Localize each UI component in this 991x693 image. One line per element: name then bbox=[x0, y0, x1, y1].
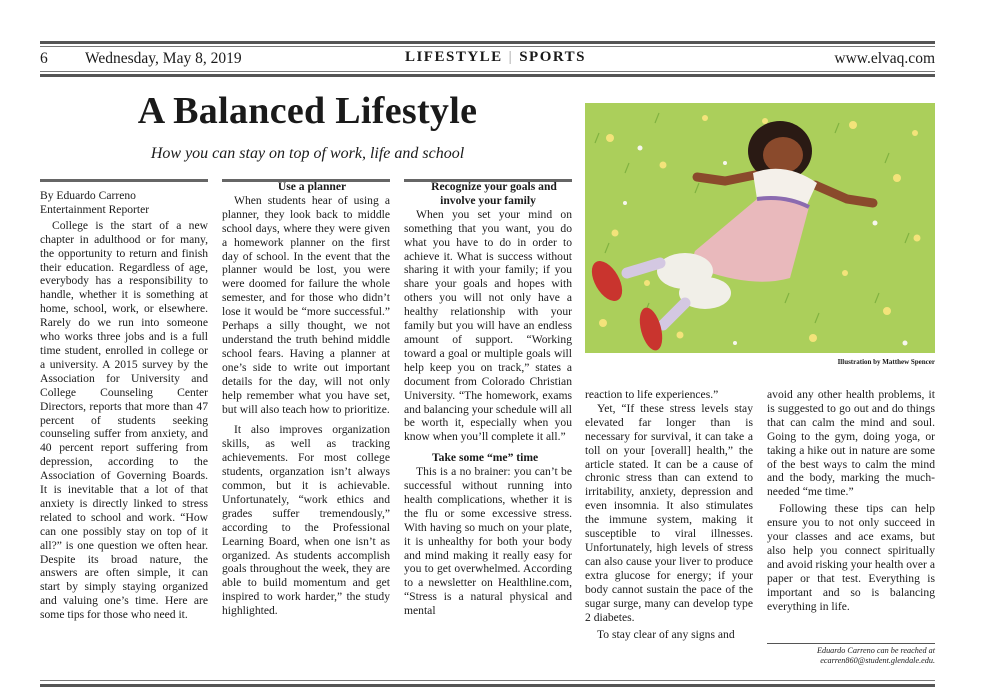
column-1 bbox=[40, 189, 208, 622]
column-4-paragraph: Yet, “If these stress levels stay elevated far longer than is necessary for survival, it can take a toll on your [overall] health,” the article stated. It can be a cause of chronic stress than can extend to irritability, anxiety, depression and even insomnia. It also stimulates the immune system, making it susceptible to viral illnesses. Unfortunately, high levels of stress can also cause your liver to produce extra glucose for energy; if your body cannot sustain the pace of the sugar surge, many can develop type 2 diabetes. bbox=[585, 401, 753, 624]
masthead-top-thin-rule bbox=[40, 46, 935, 47]
column-2-paragraph: When students hear of using a planner, they look back to middle school days, where they were given a homework planner on the first day of school. In the event that the planner would be lost, you were were doomed for failure the whole semester, and for those who didn’t lose it would be “more successful.” Perhaps a silly thought, we not understand the truth behind middle school fears. Having a planner at one’s side to write out important details for the day, will not only help remember what you have set, but will also teach how to prioritize. bbox=[222, 193, 390, 416]
footer-rule bbox=[40, 684, 935, 687]
subheading-goals: Recognize your goals and involve your family bbox=[431, 180, 557, 207]
column-1-paragraph: College is the start of a new chapter in adulthood or for many, the opportunity to return and finish their education. Regardless of age, everybody has a responsibility to handle, whether it is something at home, school, work, or elsewhere. Rarely do we run into someone who works three jobs and is a full time student, enrolled in college or a university. A 2015 survey by the Association for University and College Counseling Center Directors, reports that more than 47 percent of students seeking counseling suffer from anxiety, and 40 percent report suffering from depression, according to the Association of Governing Boards. It is inevitable that a lot of that anxiety is directly linked to stress related to school and work. “How can one possibly stay on top of it all?” is one question we often hear. Despite its broad nature, the answers are often simple, it can start by simply staying organized and valuing one’s time. Here are some tips for those who need it. bbox=[40, 218, 208, 622]
section-sports: SPORTS bbox=[519, 49, 587, 65]
column-4 bbox=[585, 388, 753, 642]
section-lifestyle: LIFESTYLE bbox=[404, 49, 503, 65]
contact-rule bbox=[767, 643, 935, 644]
masthead-bottom-rule bbox=[40, 74, 935, 77]
masthead-top-rule bbox=[40, 41, 935, 44]
girl-face bbox=[763, 137, 803, 173]
byline-name: By Eduardo Carreno bbox=[40, 189, 136, 202]
author-contact bbox=[767, 646, 935, 666]
column-5 bbox=[767, 388, 935, 614]
illustration-credit: Illustration by Matthew Spencer bbox=[837, 358, 935, 366]
column-2 bbox=[222, 180, 390, 618]
contact-email: ecarren860@student.glendale.edu. bbox=[820, 656, 935, 665]
masthead-bottom-thin-rule bbox=[40, 71, 935, 72]
article-headline: A Balanced Lifestyle bbox=[137, 90, 478, 132]
column-3-paragraph: This is a no brainer: you can’t be successful without running into health complications, whether it is the flu or some excessive stress. With having so much on your plate, it is unhealthy for both your body and mind making it really easy for you to get overwhelmed. According to a newsletter on Healthline.com, “Stress is a natural physical and mental bbox=[404, 465, 572, 618]
column-5-paragraph: Following these tips can help ensure you to not only succeed in your classes and ace exams, but also help you connect spiritually and avoid risking your health over a paper or that test. Everything is important and so is balancing everything in life. bbox=[767, 502, 935, 613]
footer-thin-rule bbox=[40, 680, 935, 681]
website-url: www.elvaq.com bbox=[834, 50, 935, 67]
column-4-paragraph: reaction to life experiences.” bbox=[585, 388, 719, 401]
section-separator: | bbox=[508, 49, 514, 65]
column-4-paragraph: To stay clear of any signs and bbox=[597, 628, 735, 642]
contact-line-1: Eduardo Carreno can be reached at bbox=[816, 646, 935, 655]
subheading-planner: Use a planner bbox=[277, 180, 347, 193]
illustration-girl-in-grass bbox=[585, 103, 935, 353]
issue-date: Wednesday, May 8, 2019 bbox=[85, 50, 242, 67]
column-2-paragraph: It also improves organization skills, as well as tracking achievements. For most college students, organzation isn’t always common, but it is achievable. Unfortunately, “work ethics and grades suffer tremendously,” according to the Professional Learning Board, when one isn’t as organized. As students accomplish goals throughout the week, they are able to build momentum and get inspired to work harder,” the study highlighted. bbox=[222, 423, 390, 618]
page-number: 6 bbox=[40, 50, 48, 67]
subheading-me-time: Take some “me” time bbox=[432, 451, 539, 465]
column-1-rule bbox=[40, 179, 208, 182]
column-3-paragraph: When you set your mind on something that you want, you do what you have to do in order to achieve it. What is success without sharing it with your family; if you share your goals and hopes with others you will not only have a healthy relationship with your family but you will have an endless amount of support. “Working toward a goal or multiple goals will help keep you on track,” states a document from Colorado Christian University. “The homework, exams and balancing your schedule will all be worth it, especially when you know when you’ll complete it all.” bbox=[404, 207, 572, 444]
column-5-paragraph: avoid any other health problems, it is suggested to go out and do things that can calm the mind and soul. Going to the gym, doing yoga, or taking a hike out in nature are some of the best ways to calm the mind and the body, marking the much-needed “me time.” bbox=[767, 388, 935, 499]
byline-role: Entertainment Reporter bbox=[40, 202, 150, 216]
column-3 bbox=[404, 180, 572, 618]
illustration-svg bbox=[585, 103, 935, 353]
article-subhead: How you can stay on top of work, life and school bbox=[150, 145, 465, 162]
